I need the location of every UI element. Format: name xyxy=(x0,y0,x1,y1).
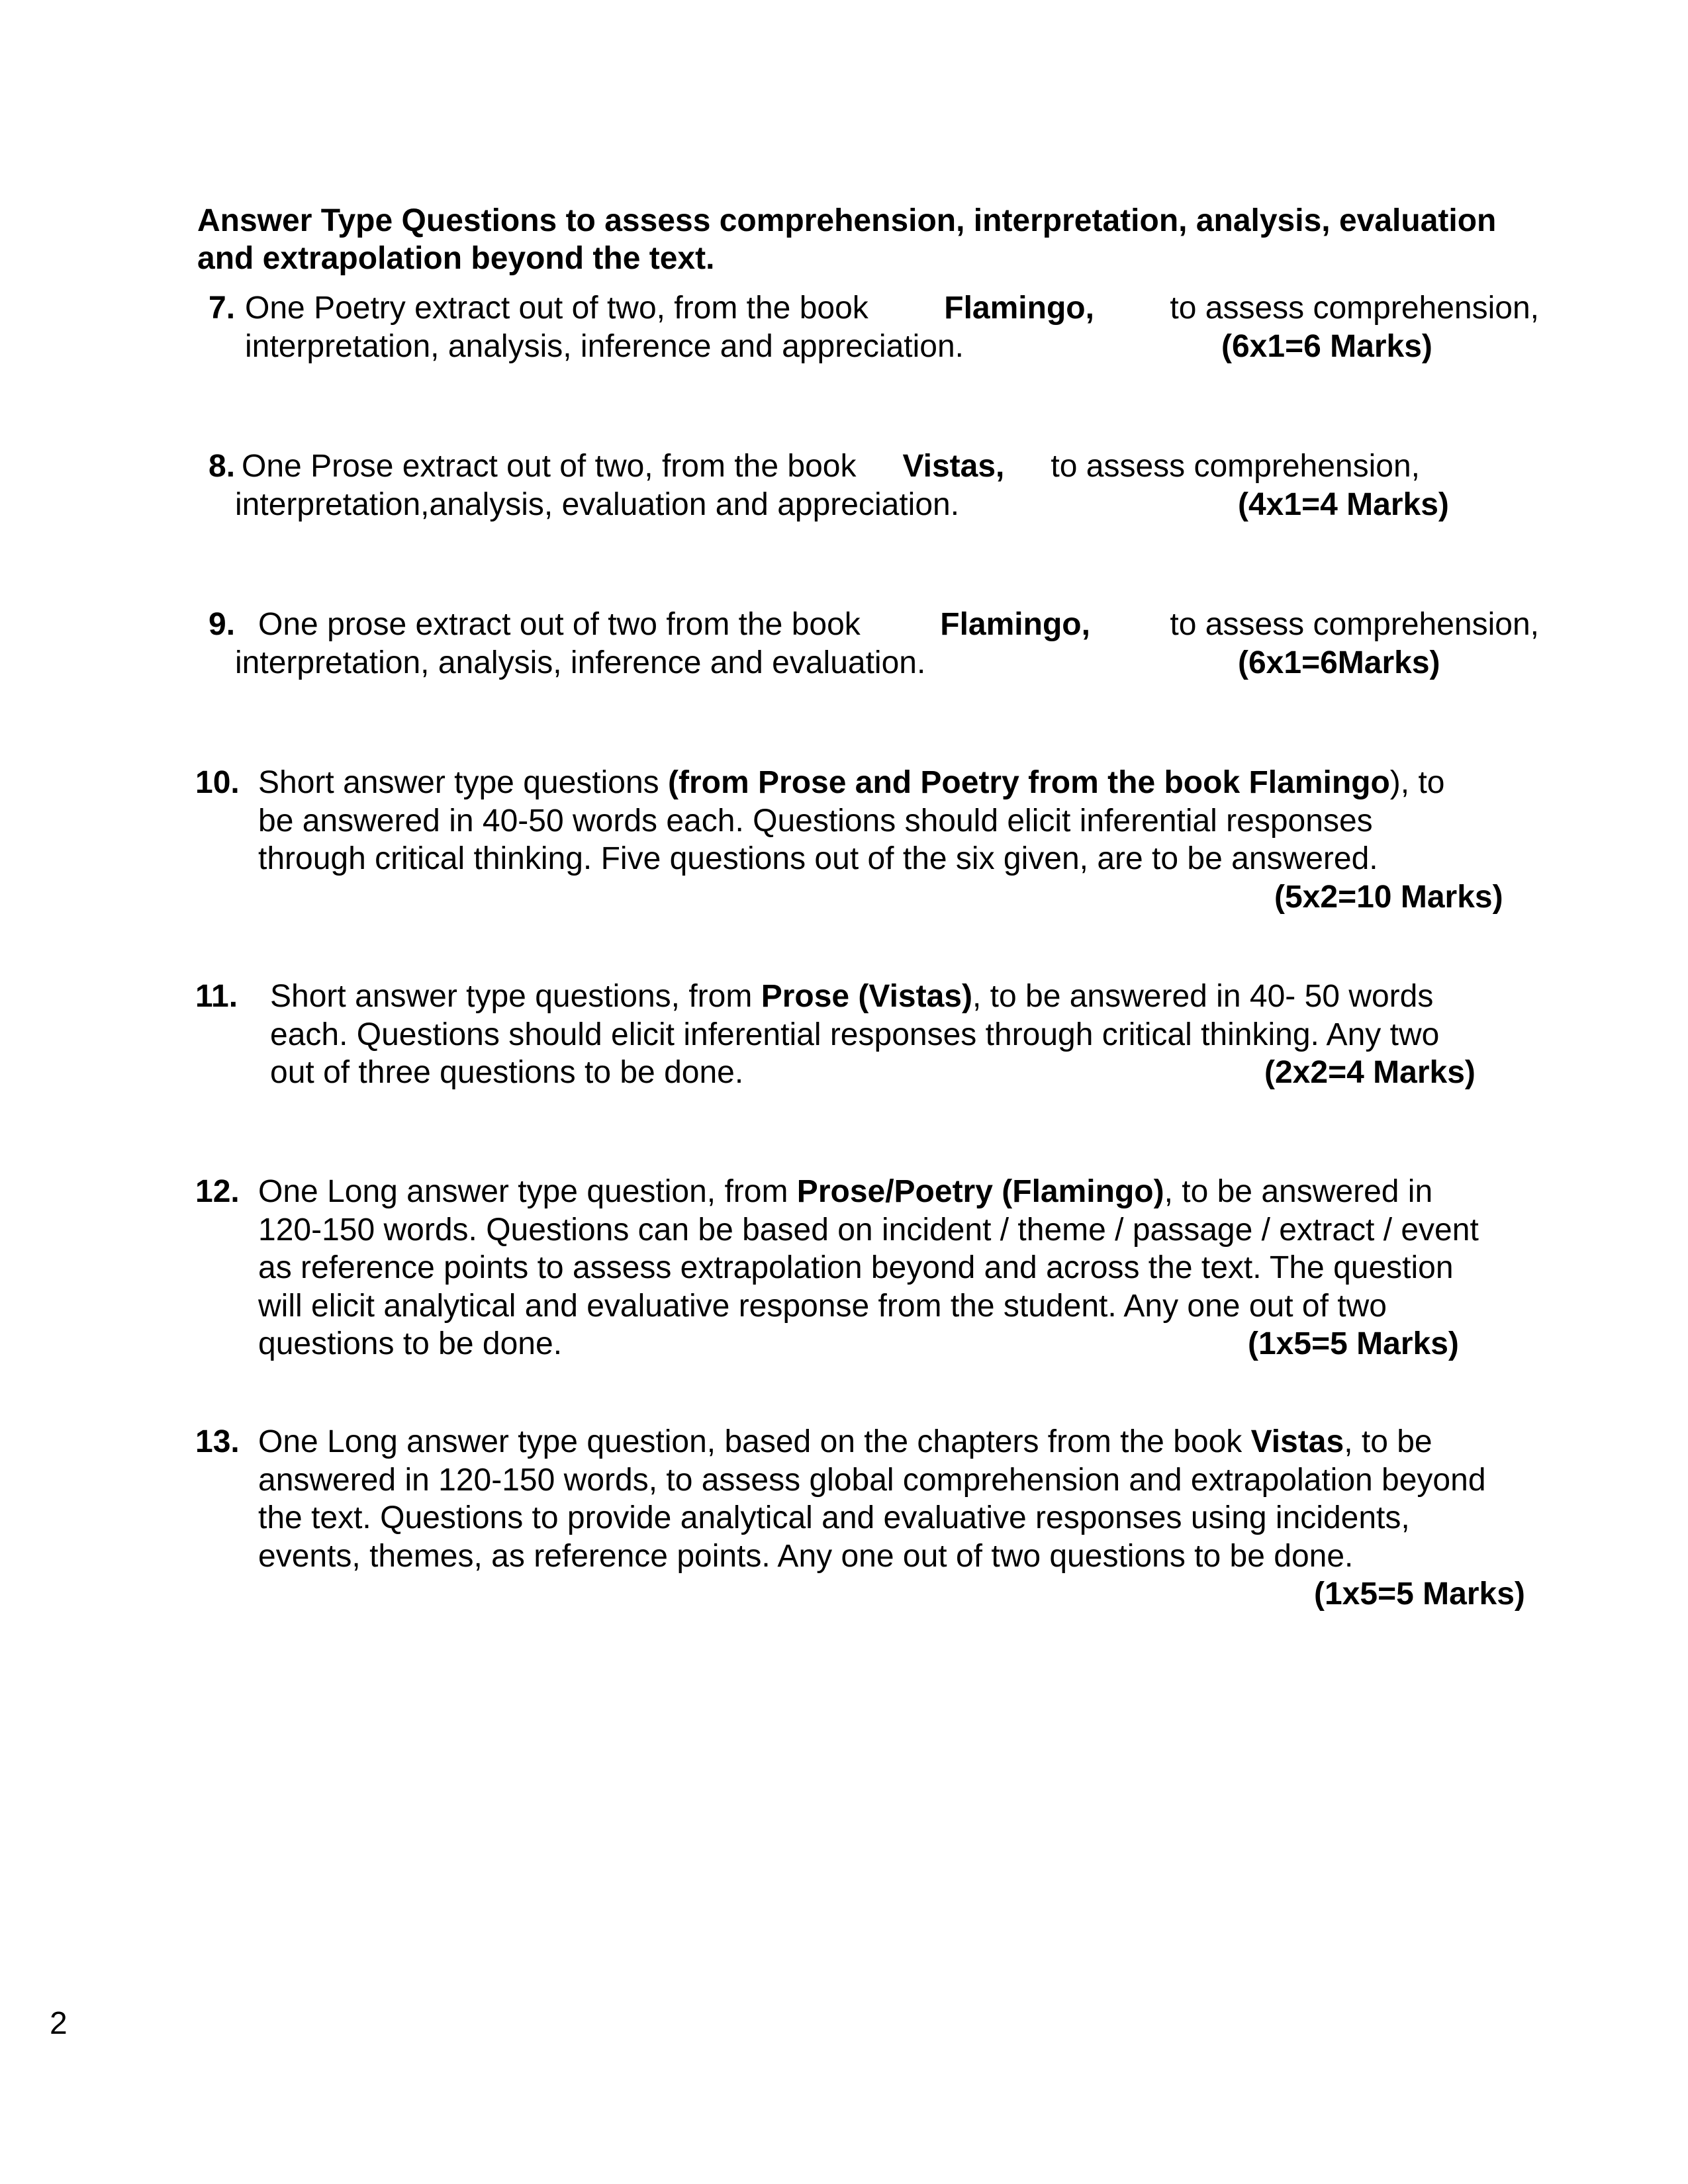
question-line: each. Questions should elicit inferential responses through critical thinking. Any two xyxy=(270,1017,1440,1052)
marks-label: (4x1=4 Marks) xyxy=(1238,486,1449,522)
page-number: 2 xyxy=(50,2006,68,2041)
question-line: through critical thinking. Five questions out of the six given, are to be answered. xyxy=(258,841,1378,876)
question-line: out of three questions to be done. xyxy=(270,1055,744,1090)
question-number: 13. xyxy=(195,1424,240,1459)
section-heading xyxy=(197,202,1554,277)
question-line: be answered in 40-50 words each. Questions should elicit inferential responses xyxy=(258,803,1373,839)
heading-line-1: Answer Type Questions to assess comprehension, interpretation, analysis, evaluation xyxy=(197,203,1497,238)
question-line: will elicit analytical and evaluative response from the student. Any one out of two xyxy=(258,1288,1387,1324)
question-number: 10. xyxy=(195,765,240,800)
question-line: One Long answer type question, based on the chapters from the book Vistas, to be xyxy=(258,1424,1432,1459)
question-line: One prose extract out of two from the book Flamingo, to assess comprehension, xyxy=(258,607,1539,642)
question-line: the text. Questions to provide analytical and evaluative responses using incidents, xyxy=(258,1500,1410,1535)
question-number: 8. xyxy=(209,449,236,484)
question-line: 120-150 words. Questions can be based on incident / theme / passage / extract / event xyxy=(258,1212,1479,1248)
heading-line-2: and extrapolation beyond the text. xyxy=(197,241,715,276)
marks-label: (1x5=5 Marks) xyxy=(1248,1326,1459,1361)
question-line: interpretation, analysis, inference and evaluation. xyxy=(235,645,926,680)
question-line: One Long answer type question, from Prose/Poetry (Flamingo), to be answered in xyxy=(258,1174,1433,1209)
question-number: 11. xyxy=(195,979,238,1014)
question-number: 9. xyxy=(209,607,236,642)
question-line: Short answer type questions, from Prose (Vistas), to be answered in 40- 50 words xyxy=(270,979,1434,1014)
marks-label: (6x1=6Marks) xyxy=(1238,645,1440,680)
marks-label: (1x5=5 Marks) xyxy=(1314,1576,1525,1612)
question-line: answered in 120-150 words, to assess global comprehension and extrapolation beyond xyxy=(258,1462,1486,1498)
marks-label: (6x1=6 Marks) xyxy=(1221,328,1432,364)
question-line: One Prose extract out of two, from the book Vistas, to assess comprehension, xyxy=(242,449,1420,484)
question-line: interpretation, analysis, inference and appreciation. xyxy=(245,328,964,364)
question-number: 7. xyxy=(209,291,236,326)
question-line: questions to be done. xyxy=(258,1326,563,1361)
question-line: One Poetry extract out of two, from the book Flamingo, to assess comprehension, xyxy=(245,291,1539,326)
question-number: 12. xyxy=(195,1174,240,1209)
question-line: as reference points to assess extrapolation beyond and across the text. The question xyxy=(258,1250,1454,1285)
question-line: events, themes, as reference points. Any one out of two questions to be done. xyxy=(258,1538,1354,1574)
marks-label: (2x2=4 Marks) xyxy=(1264,1055,1476,1090)
question-line: Short answer type questions (from Prose and Poetry from the book Flamingo), to xyxy=(258,765,1445,800)
question-line: interpretation,analysis, evaluation and appreciation. xyxy=(235,486,960,522)
marks-label: (5x2=10 Marks) xyxy=(1274,879,1503,915)
